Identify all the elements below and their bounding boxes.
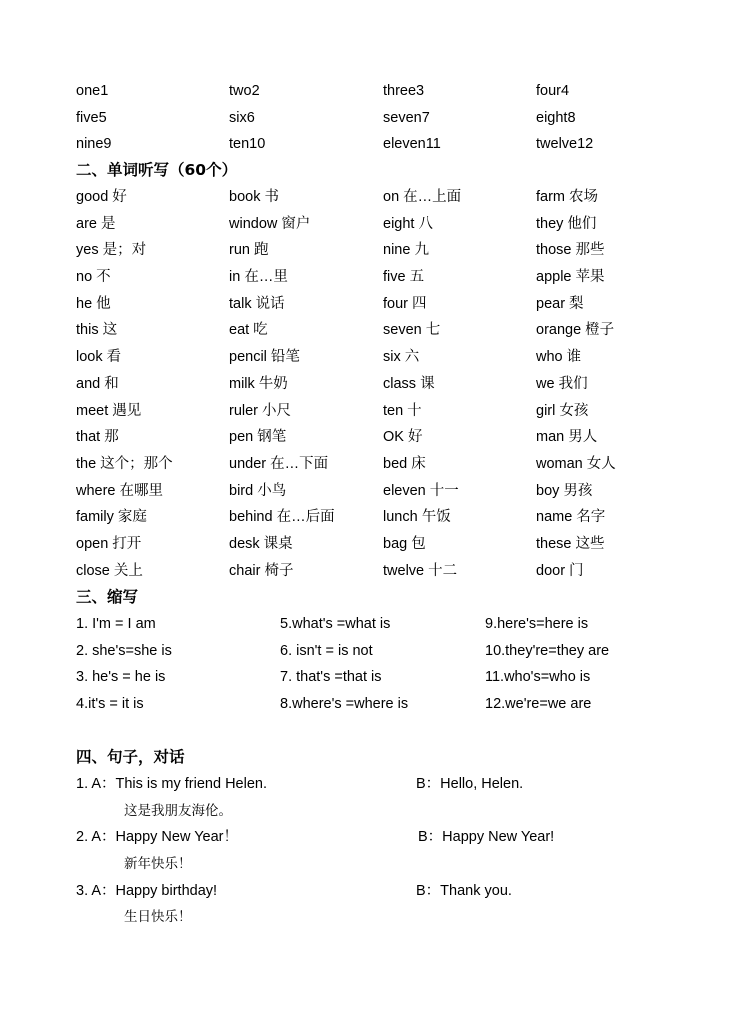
dialog-translation — [76, 851, 696, 878]
table-cell: 10.they're=they are — [485, 642, 610, 659]
table-cell: chair 椅子 — [229, 562, 294, 579]
section-4-heading: 四、句子，对话 — [76, 748, 185, 766]
table-cell: five5 — [76, 109, 107, 126]
table-cell: those 那些 — [536, 242, 605, 259]
numbers-table — [76, 78, 696, 158]
table-cell: seven7 — [383, 109, 430, 126]
table-cell: talk 说话 — [229, 295, 285, 312]
table-cell: 3. he's = he is — [76, 669, 166, 686]
table-cell: and 和 — [76, 375, 119, 392]
table-row — [76, 691, 696, 718]
table-cell: farm 农场 — [536, 189, 599, 205]
table-cell: 12.we're=we are — [485, 696, 592, 713]
table-cell: pen 钢笔 — [229, 429, 287, 446]
table-row — [76, 558, 696, 585]
vocabulary-table — [76, 184, 696, 584]
table-cell: 9.here's=here is — [485, 616, 589, 632]
table-cell: twelve12 — [536, 136, 594, 153]
dialog-b: B：Thank you. — [416, 882, 512, 899]
table-cell: he 他 — [76, 295, 111, 312]
table-cell: five 五 — [383, 269, 425, 286]
table-row — [76, 424, 696, 451]
table-cell: meet 遇见 — [76, 402, 142, 419]
table-cell: 5.what's =what is — [280, 616, 391, 632]
table-cell: orange 橙子 — [536, 322, 615, 339]
table-cell: no 不 — [76, 269, 111, 286]
table-cell: 1. I'm = I am — [76, 616, 156, 632]
table-cell: in 在…里 — [229, 269, 288, 286]
table-cell: that 那 — [76, 429, 119, 446]
table-row — [76, 78, 696, 105]
table-cell: look 看 — [76, 349, 122, 366]
table-cell: eleven 十一 — [383, 482, 459, 499]
table-cell: woman 女人 — [536, 455, 616, 472]
dialog-line — [76, 771, 696, 798]
table-cell: 4.it's = it is — [76, 696, 144, 713]
table-cell: close 关上 — [76, 562, 143, 579]
table-cell: book 书 — [229, 189, 279, 205]
table-cell: four4 — [536, 83, 570, 99]
table-cell: bag 包 — [383, 535, 426, 552]
dialog-line — [76, 878, 696, 905]
table-cell: eight 八 — [383, 215, 433, 232]
table-row — [76, 478, 696, 505]
table-cell: seven 七 — [383, 322, 441, 339]
table-row — [76, 211, 696, 238]
table-row — [76, 264, 696, 291]
table-row — [76, 237, 696, 264]
table-row — [76, 291, 696, 318]
table-cell: 8.where's =where is — [280, 696, 409, 713]
dialog-a: 2. A：Happy New Year！ — [76, 829, 239, 846]
table-row — [76, 664, 696, 691]
table-cell: open 打开 — [76, 535, 142, 552]
table-cell: ruler 小尺 — [229, 402, 292, 419]
table-cell: we 我们 — [536, 375, 588, 392]
table-row — [76, 451, 696, 478]
table-cell: name 名字 — [536, 509, 606, 526]
dialog-line — [76, 824, 696, 851]
dialog-list — [76, 771, 696, 931]
dialog-b: B：Happy New Year! — [418, 829, 555, 846]
table-row — [76, 344, 696, 371]
table-cell: eleven11 — [383, 136, 441, 153]
table-cell: apple 苹果 — [536, 269, 605, 286]
table-cell: one1 — [76, 83, 109, 99]
table-cell: this 这 — [76, 322, 118, 339]
table-cell: pear 梨 — [536, 295, 584, 312]
table-cell: ten 十 — [383, 402, 422, 419]
table-row — [76, 638, 696, 665]
table-cell: under 在…下面 — [229, 455, 329, 472]
dialog-b: B：Hello, Helen. — [416, 776, 524, 792]
table-cell: are 是 — [76, 215, 116, 232]
table-cell: 7. that's =that is — [280, 669, 382, 686]
table-cell: girl 女孩 — [536, 402, 589, 419]
table-cell: bird 小鸟 — [229, 482, 287, 499]
translation-text: 生日快乐！ — [124, 909, 192, 926]
table-cell: man 男人 — [536, 429, 598, 446]
table-cell: three3 — [383, 83, 425, 99]
table-row — [76, 398, 696, 425]
table-cell: they 他们 — [536, 215, 597, 232]
dialog-translation — [76, 798, 696, 825]
table-cell: nine9 — [76, 136, 112, 153]
table-cell: six6 — [229, 109, 255, 126]
table-row — [76, 131, 696, 158]
table-cell: 2. she's=she is — [76, 642, 172, 659]
section-2-heading: 二、单词听写（60个） — [76, 161, 238, 179]
table-cell: on 在…上面 — [383, 189, 462, 205]
table-cell: family 家庭 — [76, 509, 147, 526]
table-cell: desk 课桌 — [229, 535, 293, 552]
table-cell: six 六 — [383, 349, 420, 366]
table-cell: yes 是；对 — [76, 242, 147, 259]
table-cell: who 谁 — [536, 349, 582, 366]
dialog-translation — [76, 904, 696, 931]
table-row — [76, 317, 696, 344]
table-row — [76, 504, 696, 531]
table-cell: where 在哪里 — [76, 482, 164, 499]
table-cell: lunch 午饭 — [383, 509, 451, 526]
table-cell: two2 — [229, 83, 260, 99]
table-cell: eight8 — [536, 109, 576, 126]
table-cell: these 这些 — [536, 535, 605, 552]
table-cell: bed 床 — [383, 455, 426, 472]
dialog-a: 3. A：Happy birthday! — [76, 882, 218, 899]
table-cell: 6. isn't = is not — [280, 642, 373, 659]
table-cell: behind 在…后面 — [229, 509, 335, 526]
table-cell: twelve 十二 — [383, 562, 458, 579]
translation-text: 新年快乐！ — [124, 856, 192, 873]
table-cell: nine 九 — [383, 242, 429, 259]
table-cell: milk 牛奶 — [229, 375, 288, 392]
table-cell: OK 好 — [383, 429, 423, 446]
table-row — [76, 105, 696, 132]
table-cell: run 跑 — [229, 242, 269, 259]
table-cell: four 四 — [383, 295, 427, 312]
table-cell: the 这个；那个 — [76, 455, 173, 472]
section-3-heading: 三、缩写 — [76, 588, 139, 606]
table-cell: eat 吃 — [229, 322, 268, 339]
translation-text: 这是我朋友海伦。 — [124, 802, 232, 819]
table-cell: good 好 — [76, 189, 127, 205]
table-cell: boy 男孩 — [536, 482, 593, 499]
table-cell: class 课 — [383, 375, 435, 392]
contractions-table — [76, 611, 696, 718]
dialog-a: 1. A：This is my friend Helen. — [76, 776, 267, 792]
table-row — [76, 371, 696, 398]
table-cell: window 窗户 — [229, 215, 311, 232]
table-cell: door 门 — [536, 562, 584, 579]
table-cell: 11.who's=who is — [485, 669, 591, 686]
table-row — [76, 184, 696, 211]
table-row — [76, 531, 696, 558]
table-row — [76, 611, 696, 638]
table-cell: pencil 铅笔 — [229, 349, 300, 366]
table-cell: ten10 — [229, 136, 266, 153]
